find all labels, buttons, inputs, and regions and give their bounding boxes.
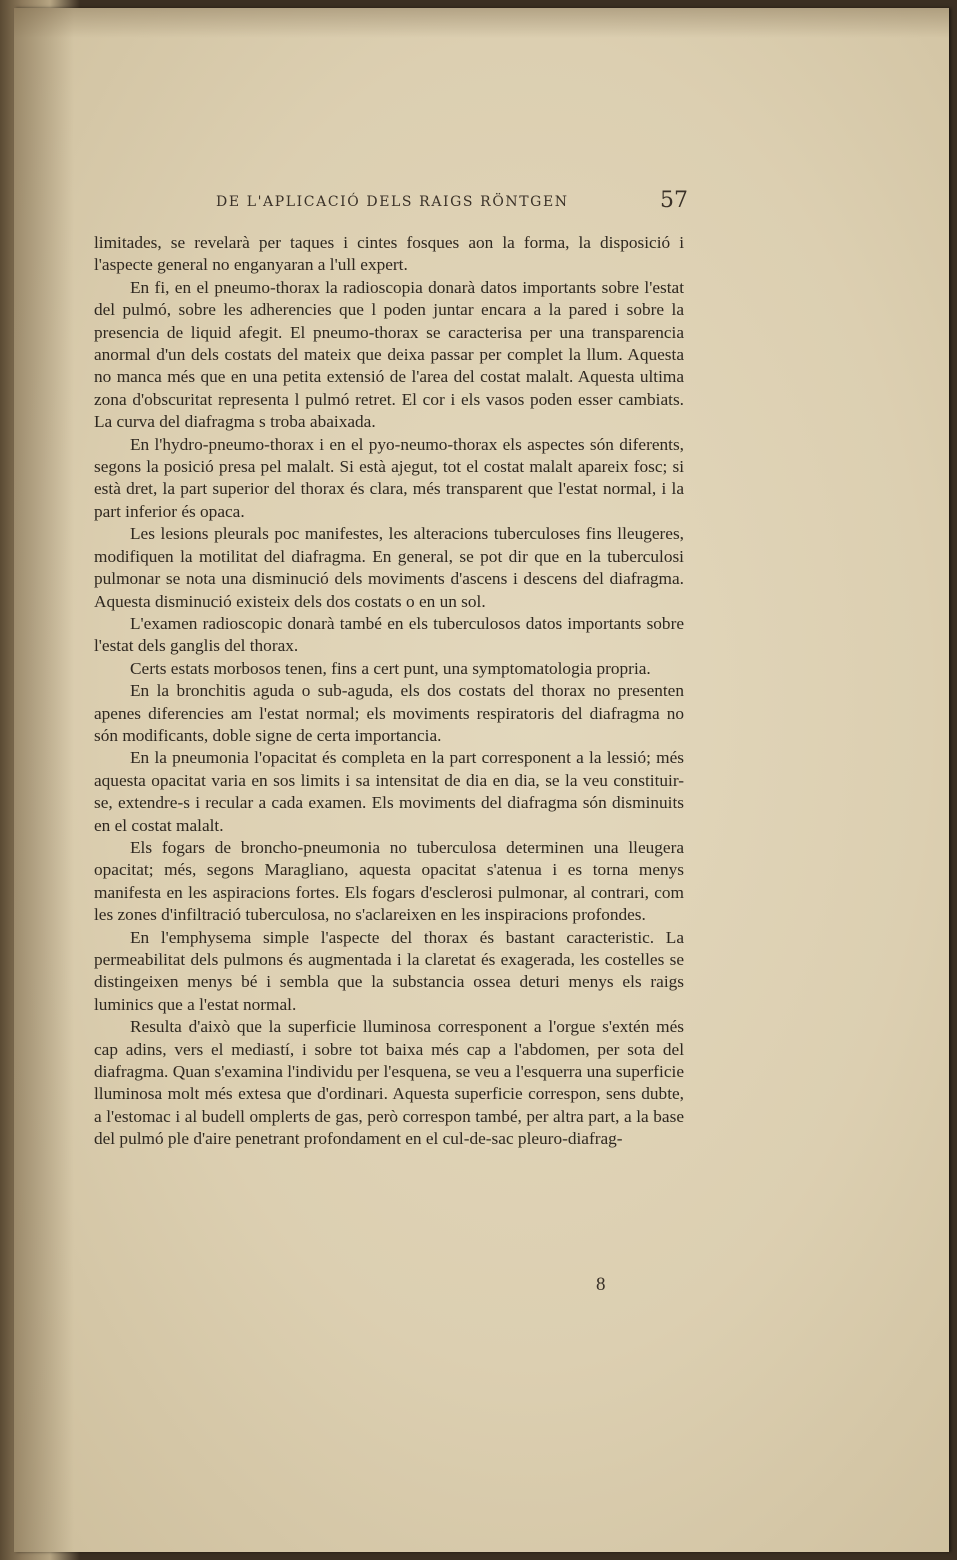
paragraph: Els fogars de broncho-pneumonia no tuberculosa determinen una lleugera opacitat; més, segons Maragliano, aquesta opacitat s'atenua i es torna menys manifesta en les aspiracions fortes. Els fogars d'esclerosi pulmonar, al contrari, com les zones d'infiltració tuberculosa, no s'aclareixen en les inspiracions profondes. [94, 837, 684, 925]
paragraph: En l'emphysema simple l'aspecte del thorax és bastant caracteristic. La permeabilitat dels pulmons és augmentada i la claretat és exagerada, les costelles se distingeixen menys bé i sembla que la substancia ossea deturi menys els raigs luminics que a l'estat normal. [94, 927, 684, 1014]
paragraph: En l'hydro-pneumo-thorax i en el pyo-neumo-thorax els aspectes són diferents, segons la posició presa pel malalt. Si està ajegut, tot el costat malalt apareix fosc; si està dret, la part superior del thorax és clara, més transparent que l'estat normal, i la part inferior és opaca. [94, 434, 684, 521]
paragraph: En la pneumonia l'opacitat és completa en la part corresponent a la lessió; més aquesta opacitat varia en sos limits i sa intensitat de dia en dia, se la veu constituir-se, extendre-s i recular a cada examen. Els moviments del diafragma són disminuits en el costat malalt. [94, 748, 684, 835]
paragraph: Resulta d'això que la superficie lluminosa corresponent a l'orgue s'extén més cap adins, vers el mediastí, i sobre tot baixa més cap a l'abdomen, per sota del diafragma. Quan s'examina l'individu per l'esquena, se veu a l'esquerra una superficie lluminosa molt més extesa que d'ordinari. Aquesta superficie correspon, sens dubte, a l'estomac i al budell omplerts de gas, però correspon també, per altra part, a la base del pulmó ple d'aire penetrant profondament en el cul-de-sac pleuro-diafrag- [94, 1017, 684, 1149]
paragraph: En la bronchitis aguda o sub-aguda, els dos costats del thorax no presenten apenes diferencies am l'estat normal; els moviments respiratoris del diafragma no són modificants, doble signe de certa importancia. [94, 681, 684, 745]
paragraph: Les lesions pleurals poc manifestes, les alteracions tuberculoses fins lleugeres, modifiquen la motilitat del diafragma. En general, se pot dir que en la tuberculosi pulmonar se nota una disminució dels moviments d'ascens i descens del diafragma. Aquesta disminució existeix dels dos costats o en un sol. [94, 524, 684, 611]
paragraph: limitades, se revelarà per taques i cintes fosques aon la forma, la disposició i l'aspecte general no enganyaran a l'ull expert. [94, 233, 684, 275]
book-page [14, 8, 949, 1552]
page-top-shading [14, 8, 949, 38]
paragraph: L'examen radioscopic donarà també en els tuberculosos datos importants sobre l'estat dels ganglis del thorax. [94, 613, 684, 656]
running-head [54, 188, 899, 224]
page-edge-shading [14, 8, 74, 1552]
paragraph: En fi, en el pneumo-thorax la radioscopia donarà datos importants sobre l'estat del pulmó, sobre les adherencies que l poden juntar encara a la pared i sobre la presencia de liquid afegit. El pneumo-thorax se caracterisa per una transparencia anormal d'un dels costats del mateix que deixa passar per complet la llum. Aquesta no manca més que en una petita extensió de l'area del costat malalt. Aquesta ultima zona d'obscuritat representa l pulmó retret. El cor i els vasos poden esser cambiats. La curva del diafragma s troba abaixada. [94, 277, 684, 432]
running-title: DE L'APLICACIÓ DELS RAIGS RÖNTGEN [216, 194, 569, 210]
paragraph: Certs estats morbosos tenen, fins a cert punt, una symptomatologia propria. [130, 658, 651, 678]
page-number: 57 [660, 188, 688, 213]
body-text [94, 232, 684, 1151]
signature-mark: 8 [596, 1274, 606, 1295]
